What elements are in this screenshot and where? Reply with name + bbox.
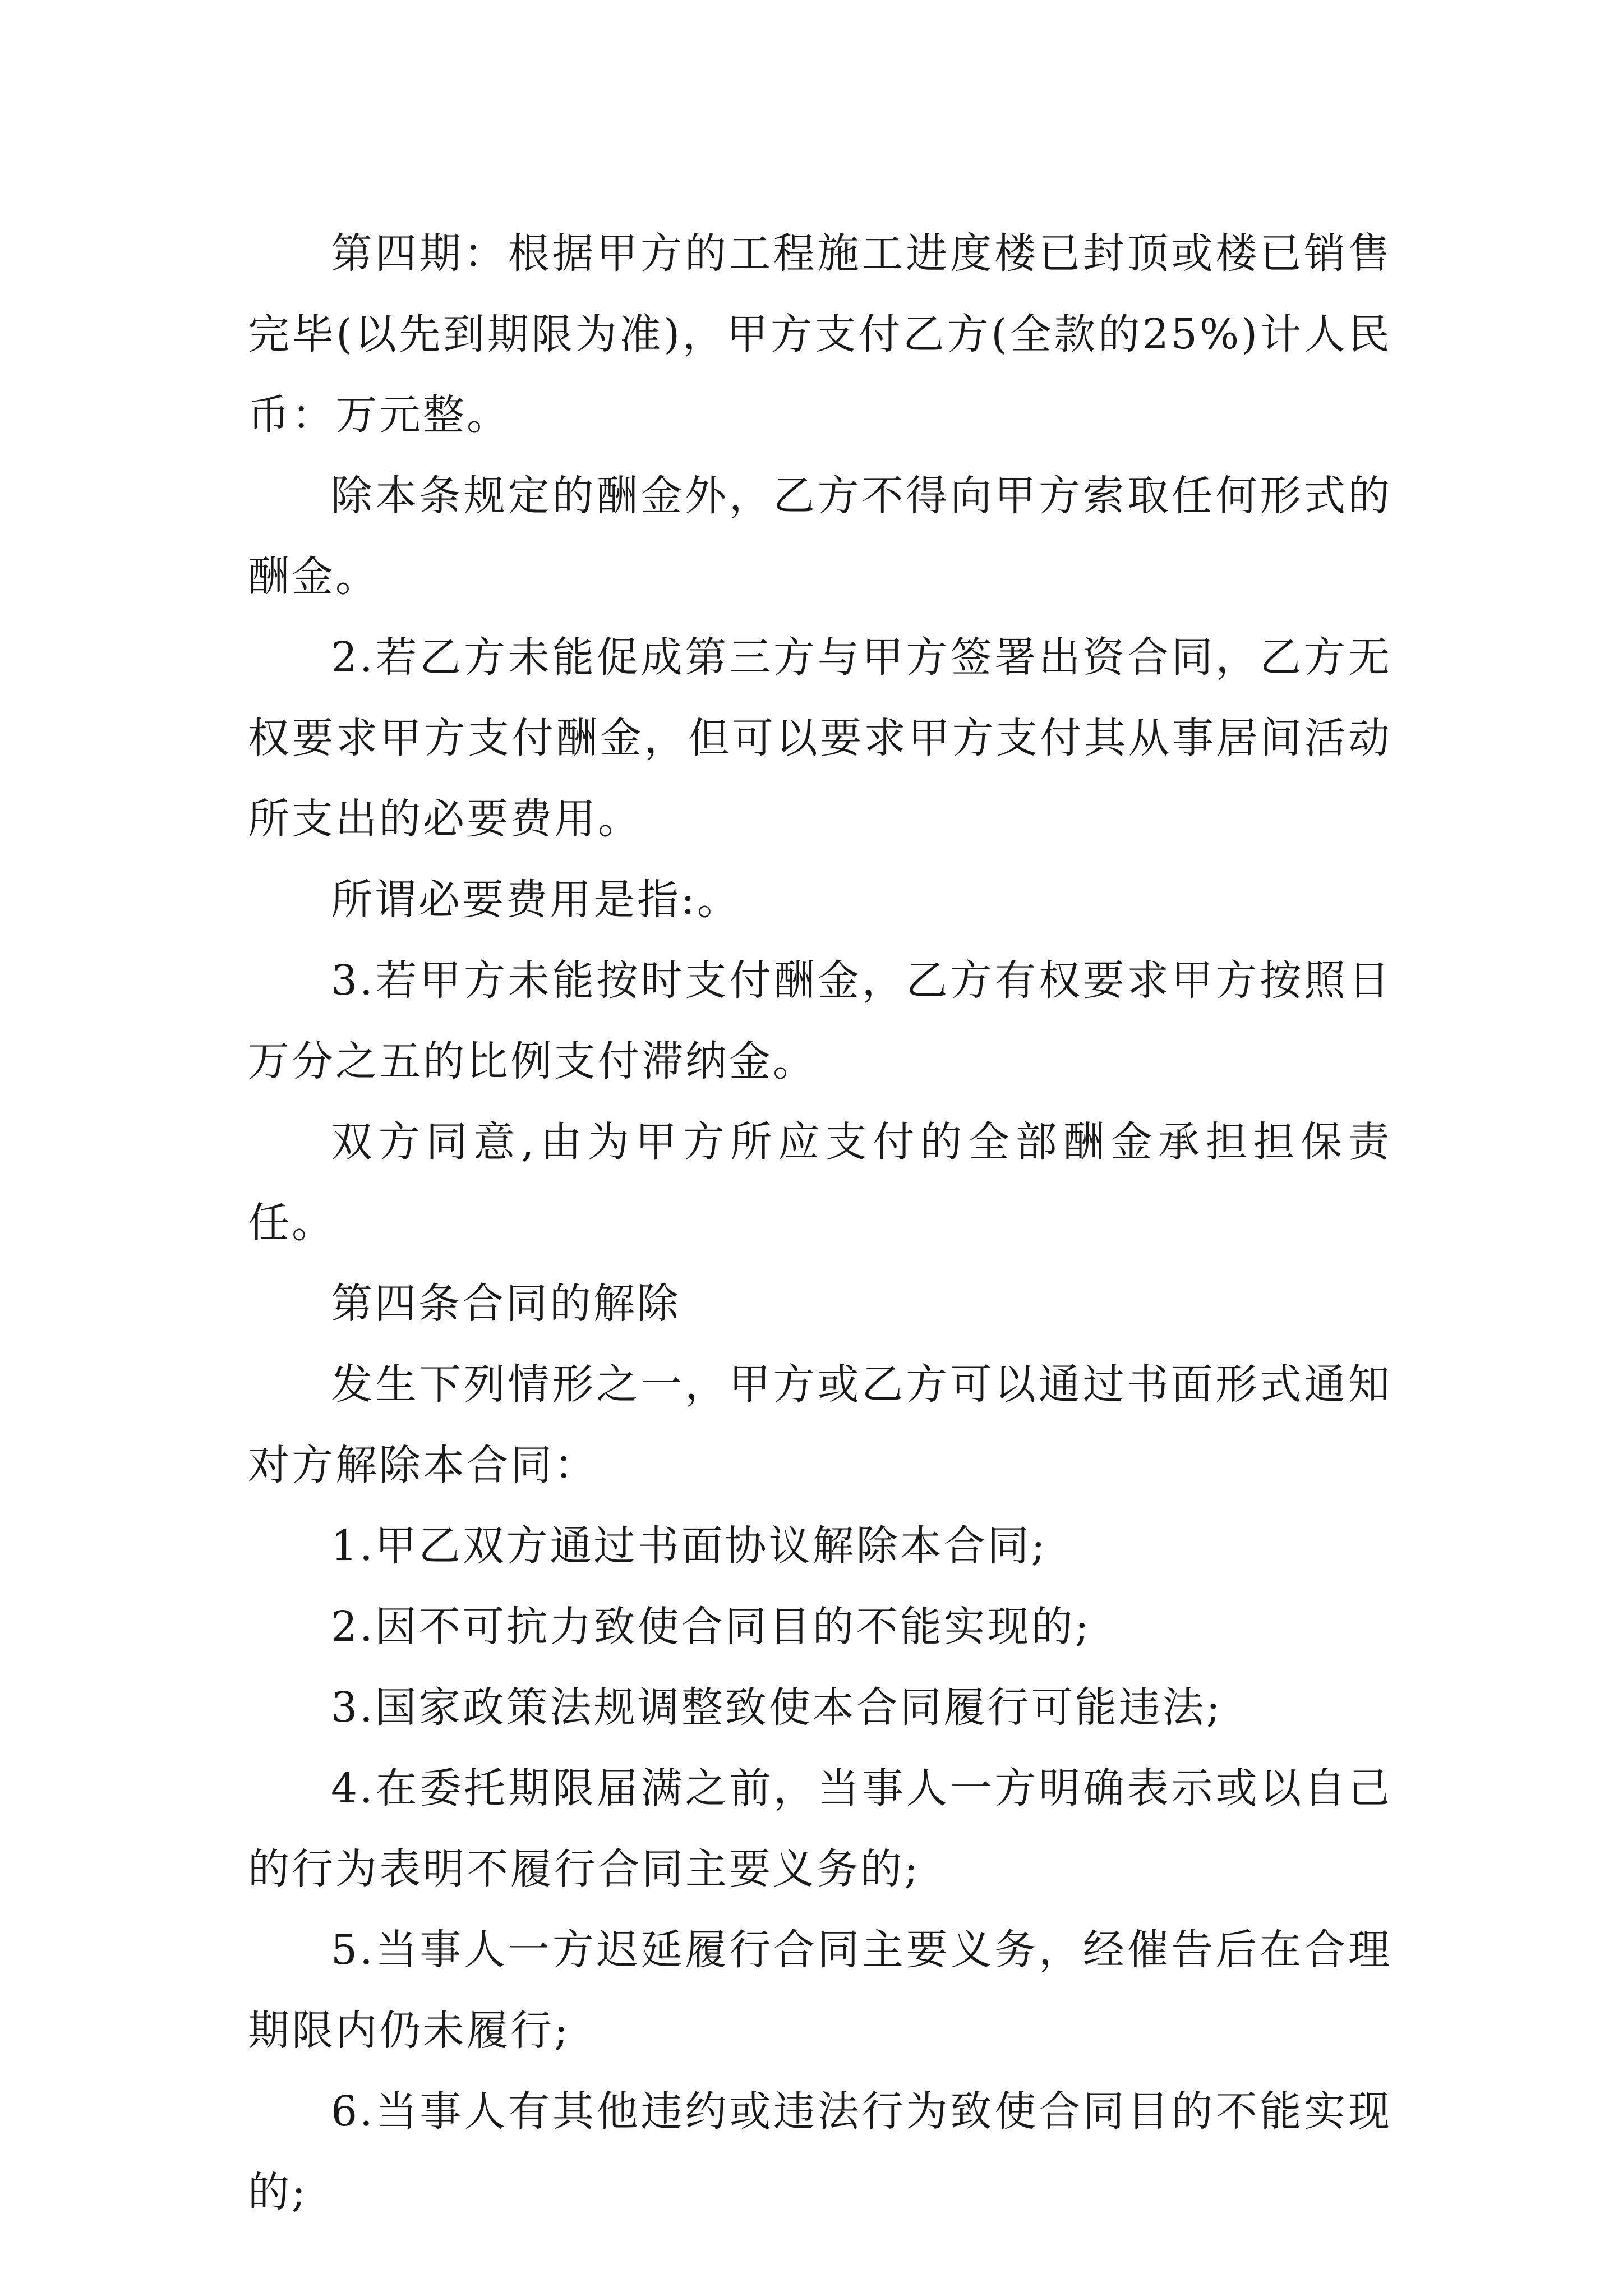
paragraph-guarantee: 双方同意,由为甲方所应支付的全部酬金承担担保责任。 — [248, 1118, 1392, 1247]
list-item-6: 6.当事人有其他违约或违法行为致使合同目的不能实现的; — [248, 2087, 1392, 2216]
paragraph-clause-2: 2.若乙方未能促成第三方与甲方签署出资合同，乙方无权要求甲方支付酬金，但可以要求甲方支付其从事居间活动所支出的必要费用。 — [248, 633, 1392, 843]
list-item-5: 5.当事人一方迟延履行合同主要义务，经催告后在合理期限内仍未履行; — [248, 1926, 1392, 2055]
paragraph-clause-3: 3.若甲方未能按时支付酬金，乙方有权要求甲方按照日万分之五的比例支付滞纳金。 — [248, 956, 1392, 1085]
paragraph-termination-intro: 发生下列情形之一，甲方或乙方可以通过书面形式通知对方解除本合同： — [248, 1360, 1392, 1489]
paragraph-payment-phase-four: 第四期：根据甲方的工程施工进度楼已封顶或楼已销售完毕(以先到期限为准)，甲方支付乙方(全款的25%)计人民币：万元整。 — [248, 229, 1392, 439]
list-item-3: 3.国家政策法规调整致使本合同履行可能违法; — [331, 1683, 1223, 1732]
paragraph-no-other-fees: 除本条规定的酬金外，乙方不得向甲方索取任何形式的酬金。 — [248, 472, 1392, 601]
list-item-1: 1.甲乙双方通过书面协议解除本合同; — [331, 1522, 1048, 1570]
section-heading-termination: 第四条合同的解除 — [331, 1280, 681, 1328]
document-body — [248, 213, 1392, 2233]
list-item-4: 4.在委托期限届满之前，当事人一方明确表示或以自己的行为表明不履行合同主要义务的; — [248, 1764, 1392, 1893]
list-item-2: 2.因不可抗力致使合同目的不能实现的; — [331, 1603, 1091, 1651]
paragraph-necessary-expenses: 所谓必要费用是指:。 — [331, 876, 741, 924]
